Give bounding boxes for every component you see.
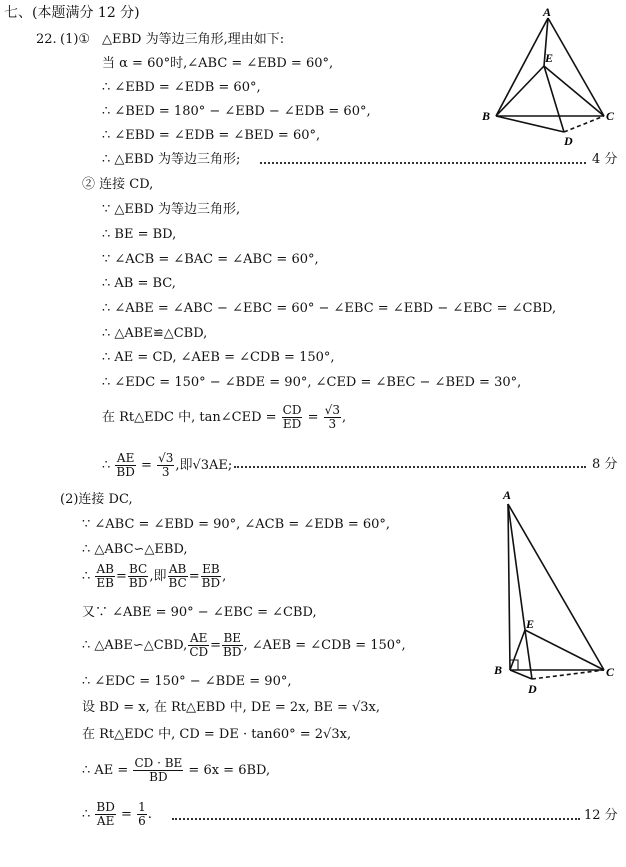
frac-ae-cd — [188, 632, 209, 659]
part2-line-7: 设 BD = x, 在 Rt△EBD 中, DE = 2x, BE = √3x, — [82, 700, 381, 715]
tan-eq: = — [307, 410, 319, 425]
tan-fraction — [282, 404, 303, 431]
l10-f2d: 6 — [138, 814, 146, 828]
segment-bd — [496, 116, 564, 132]
part2-label: (2)连接 DC, — [60, 492, 133, 507]
l10-f2n: 1 — [138, 800, 146, 814]
part1-line-2: 当 α = 60°时,∠ABC = ∠EBD = 60°, — [102, 56, 334, 71]
ratio-sqrt3: √3 — [158, 451, 174, 465]
ratio-value — [157, 452, 174, 479]
score-4: 4 分 — [592, 152, 618, 167]
part1-line-4: ∴ ∠BED = 180° − ∠EBD − ∠EDB = 60°, — [102, 104, 371, 119]
section-header: 七、(本题满分 12 分) — [4, 5, 140, 21]
l3-f4d: BD — [201, 576, 221, 590]
part1-label: (1)① — [60, 32, 91, 47]
label-a: A — [543, 6, 552, 19]
label-e: E — [545, 51, 554, 65]
label-b: B — [494, 663, 503, 677]
l3-eq2: = — [188, 569, 200, 584]
figure-2-right-triangle — [488, 486, 624, 700]
l5-f2n: BE — [223, 631, 242, 645]
part2-line-10 — [82, 801, 152, 829]
score-12: 12 分 — [584, 808, 618, 823]
l10-mid: = — [121, 807, 132, 822]
ratio-equation — [102, 452, 232, 480]
part2-line-8: 在 Rt△EDC 中, CD = DE · tan60° = 2√3x, — [82, 727, 352, 742]
frac-be-bd — [222, 632, 242, 659]
l9-den: BD — [149, 770, 168, 784]
figure-1-equilateral-triangle — [478, 6, 624, 156]
part2-line-6: ∴ ∠EDC = 150° − ∠BDE = 90°, — [82, 674, 292, 689]
frac-bd-ae — [95, 801, 115, 828]
label-d: D — [564, 134, 573, 148]
part1-sub2-line-5: ∴ ∠ABE = ∠ABC − ∠EBC = 60° − ∠EBC = ∠EBD − ∠EBC = ∠CBD, — [102, 301, 557, 316]
score-leader-dots — [172, 818, 580, 820]
l3-f1n: AB — [96, 562, 114, 576]
score-leader-dots — [260, 162, 586, 164]
tan-num: CD — [282, 403, 302, 417]
l10-suffix: . — [147, 807, 152, 822]
l9-suffix: = 6x = 6BD, — [188, 763, 271, 778]
segment-bd — [510, 670, 532, 679]
l5-f1n: AE — [190, 631, 208, 645]
tan-den: ED — [282, 417, 302, 431]
part1-line-6: ∴ △EBD 为等边三角形; — [102, 152, 241, 167]
l3-f2n: BC — [129, 562, 148, 576]
part1-sub2-line-8: ∴ ∠EDC = 150° − ∠BDE = 90°, ∠CED = ∠BEC − ∠BED = 30°, — [102, 375, 522, 390]
part1-sub2-label: ② 连接 CD, — [82, 177, 154, 192]
l3-prefix: ∴ — [82, 569, 91, 584]
segment-ab — [496, 18, 548, 116]
l10-prefix: ∴ — [82, 807, 91, 822]
part1-sub2-line-1: ∵ △EBD 为等边三角形, — [102, 202, 241, 217]
part2-line-2: ∴ △ABC∽△EBD, — [82, 542, 188, 557]
l3-f2d: BD — [128, 576, 148, 590]
ratio-eq: = — [141, 458, 152, 473]
ratio-den: BD — [116, 465, 135, 479]
tan-equation — [102, 404, 346, 432]
l3-f3n: AB — [168, 562, 187, 576]
part1-sub2-line-6: ∴ △ABE≌△CBD, — [102, 326, 208, 341]
label-a: A — [503, 488, 512, 502]
frac-1-6 — [137, 801, 147, 828]
label-e: E — [526, 617, 535, 631]
l9-prefix: ∴ AE = — [82, 763, 129, 778]
frac-ab-eb — [95, 563, 115, 590]
part1-line-5: ∴ ∠EBD = ∠EDB = ∠BED = 60°, — [102, 128, 321, 143]
l5-suffix: , ∠AEB = ∠CDB = 150°, — [243, 638, 406, 653]
segment-ec — [544, 66, 604, 116]
score-8: 8 分 — [592, 457, 618, 472]
l10-num: BD — [96, 800, 115, 814]
l10-den: AE — [96, 814, 115, 828]
three: 3 — [328, 417, 337, 431]
segment-dc-dashed — [532, 670, 604, 679]
sqrt3: √3 — [324, 403, 340, 417]
l5-f2d: BD — [223, 645, 242, 659]
label-b: B — [482, 109, 491, 123]
label-c: C — [606, 665, 615, 679]
ratio-prefix: ∴ — [102, 458, 111, 473]
ratio-suffix: ,即√3AE; — [175, 458, 233, 473]
l3-suffix: , — [222, 569, 227, 584]
tan-prefix: 在 Rt△EDC 中, tan∠CED = — [102, 410, 277, 425]
l5-prefix: ∴ △ABE∽△CBD, — [82, 638, 188, 653]
segment-dc-dashed — [564, 116, 604, 132]
l3-eq1: = — [116, 569, 127, 584]
segment-ed — [544, 66, 564, 132]
l3-f3d: BC — [168, 576, 187, 590]
frac-eb-bd — [201, 563, 221, 590]
part2-line-9 — [82, 757, 270, 785]
l3-f4n: EB — [202, 562, 220, 576]
sqrt3-over-3 — [324, 404, 341, 431]
segment-ae — [508, 504, 525, 630]
frac-bc-bd — [128, 563, 148, 590]
l5-f1d: CD — [189, 645, 209, 659]
ratio-three: 3 — [161, 465, 170, 479]
segment-be — [496, 66, 544, 116]
ratio-fraction — [115, 452, 135, 479]
part2-line-1: ∵ ∠ABC = ∠EBD = 90°, ∠ACB = ∠EDB = 60°, — [82, 517, 391, 532]
part2-line-5 — [82, 632, 406, 660]
l3-mid: ,即 — [149, 569, 167, 584]
part2-line-4: 又∵ ∠ABE = 90° − ∠EBC = ∠CBD, — [82, 605, 317, 620]
ratio-num: AE — [116, 451, 135, 465]
frac-cdbe-bd — [133, 757, 183, 784]
l5-eq: = — [210, 638, 222, 653]
problem-number: 22. — [36, 32, 57, 47]
segment-ac — [548, 18, 604, 116]
l3-f1d: EB — [96, 576, 114, 590]
tan-suffix: , — [341, 410, 347, 425]
part1-line-3: ∴ ∠EBD = ∠EDB = 60°, — [102, 80, 261, 95]
part1-sub2-line-7: ∴ AE = CD, ∠AEB = ∠CDB = 150°, — [102, 350, 335, 365]
part1-sub2-line-4: ∴ AB = BC, — [102, 276, 176, 291]
label-c: C — [606, 109, 615, 123]
score-leader-dots — [234, 466, 586, 468]
l9-num: CD · BE — [134, 756, 183, 770]
frac-ab-bc — [168, 563, 188, 590]
part2-line-3 — [82, 563, 226, 591]
label-d: D — [528, 682, 537, 696]
part1-line-1: △EBD 为等边三角形,理由如下: — [102, 32, 285, 47]
segment-ab — [508, 504, 510, 670]
segment-ed — [525, 630, 532, 679]
part1-sub2-line-3: ∵ ∠ACB = ∠BAC = ∠ABC = 60°, — [102, 252, 319, 267]
part1-sub2-line-2: ∴ BE = BD, — [102, 227, 177, 242]
